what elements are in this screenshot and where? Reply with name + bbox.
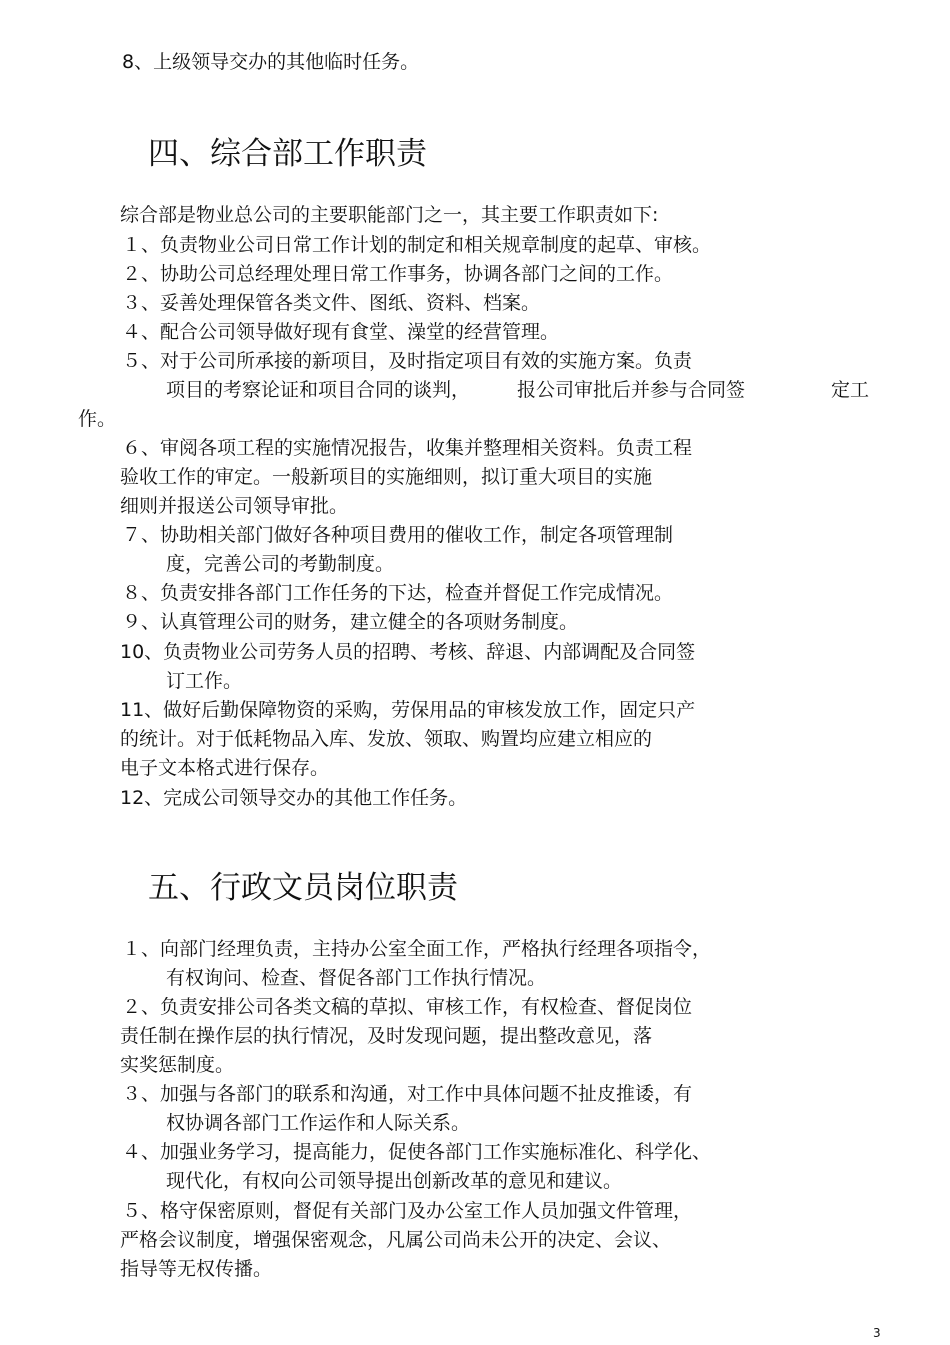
paragraph: 综合部是物业总公司的主要职能部门之一，其主要工作职责如下:	[120, 204, 659, 226]
list-item-continuation: 严格会议制度，增强保密观念，凡属公司尚未公开的决定、会议、	[120, 1229, 672, 1251]
list-item-continuation: 订工作。	[166, 670, 243, 692]
list-item: ９、认真管理公司的财务，建立健全的各项财务制度。	[122, 611, 579, 633]
list-item: ４、配合公司领导做好现有食堂、澡堂的经营管理。	[122, 321, 560, 343]
list-item-continuation: 责任制在操作层的执行情况，及时发现问题，提出整改意见，落	[120, 1025, 653, 1047]
list-item: ６、审阅各项工程的实施情况报告，收集并整理相关资料。负责工程	[122, 437, 693, 459]
list-item-continuation: 验收工作的审定。一般新项目的实施细则，拟订重大项目的实施	[120, 466, 653, 488]
list-item-continuation: 报公司审批后并参与合同签	[517, 379, 746, 401]
list-item: ２、协助公司总经理处理日常工作事务，协调各部门之间的工作。	[122, 263, 674, 285]
list-item-continuation: 作。	[78, 408, 117, 430]
list-item: ５、对于公司所承接的新项目，及时指定项目有效的实施方案。负责	[122, 350, 693, 372]
list-item: ５、格守保密原则，督促有关部门及办公室工作人员加强文件管理，	[122, 1200, 693, 1222]
page-number: 3	[873, 1326, 881, 1340]
list-item-continuation: 度，完善公司的考勤制度。	[166, 553, 395, 575]
section-heading: 五、行政文员岗位职责	[148, 870, 458, 906]
list-item-continuation: 指导等无权传播。	[120, 1258, 273, 1280]
list-item: 12、完成公司领导交办的其他工作任务。	[120, 787, 468, 809]
list-item-continuation: 权协调各部门工作运作和人际关系。	[166, 1112, 471, 1134]
list-item: ８、负责安排各部门工作任务的下达，检查并督促工作完成情况。	[122, 582, 674, 604]
list-item-continuation: 定工	[831, 379, 870, 401]
list-item: 10、负责物业公司劳务人员的招聘、考核、辞退、内部调配及合同签	[120, 641, 696, 663]
list-item: ３、妥善处理保管各类文件、图纸、资料、档案。	[122, 292, 541, 314]
list-item-continuation: 的统计。对于低耗物品入库、发放、领取、购置均应建立相应的	[120, 728, 653, 750]
list-item-continuation: 有权询问、检查、督促各部门工作执行情况。	[166, 967, 547, 989]
list-item: ３、加强与各部门的联系和沟通，对工作中具体问题不扯皮推诿，有	[122, 1083, 693, 1105]
list-item-continuation: 项目的考察论证和项目合同的谈判，	[166, 379, 471, 401]
list-item-continuation: 现代化，有权向公司领导提出创新改革的意见和建议。	[166, 1170, 623, 1192]
list-item: １、负责物业公司日常工作计划的制定和相关规章制度的起草、审核。	[122, 234, 712, 256]
list-item: ２、负责安排公司各类文稿的草拟、审核工作，有权检查、督促岗位	[122, 996, 693, 1018]
list-item: 8、上级领导交办的其他临时任务。	[122, 51, 420, 73]
list-item-continuation: 实奖惩制度。	[120, 1054, 235, 1076]
list-item: ４、加强业务学习，提高能力，促使各部门工作实施标准化、科学化、	[122, 1141, 712, 1163]
list-item-continuation: 电子文本格式进行保存。	[120, 757, 330, 779]
list-item: １、向部门经理负责，主持办公室全面工作，严格执行经理各项指令，	[122, 938, 712, 960]
list-item: 11、做好后勤保障物资的采购，劳保用品的审核发放工作，固定只产	[120, 699, 696, 721]
list-item-continuation: 细则并报送公司领导审批。	[120, 495, 349, 517]
section-heading: 四、综合部工作职责	[148, 136, 427, 172]
list-item: ７、协助相关部门做好各种项目费用的催收工作，制定各项管理制	[122, 524, 674, 546]
